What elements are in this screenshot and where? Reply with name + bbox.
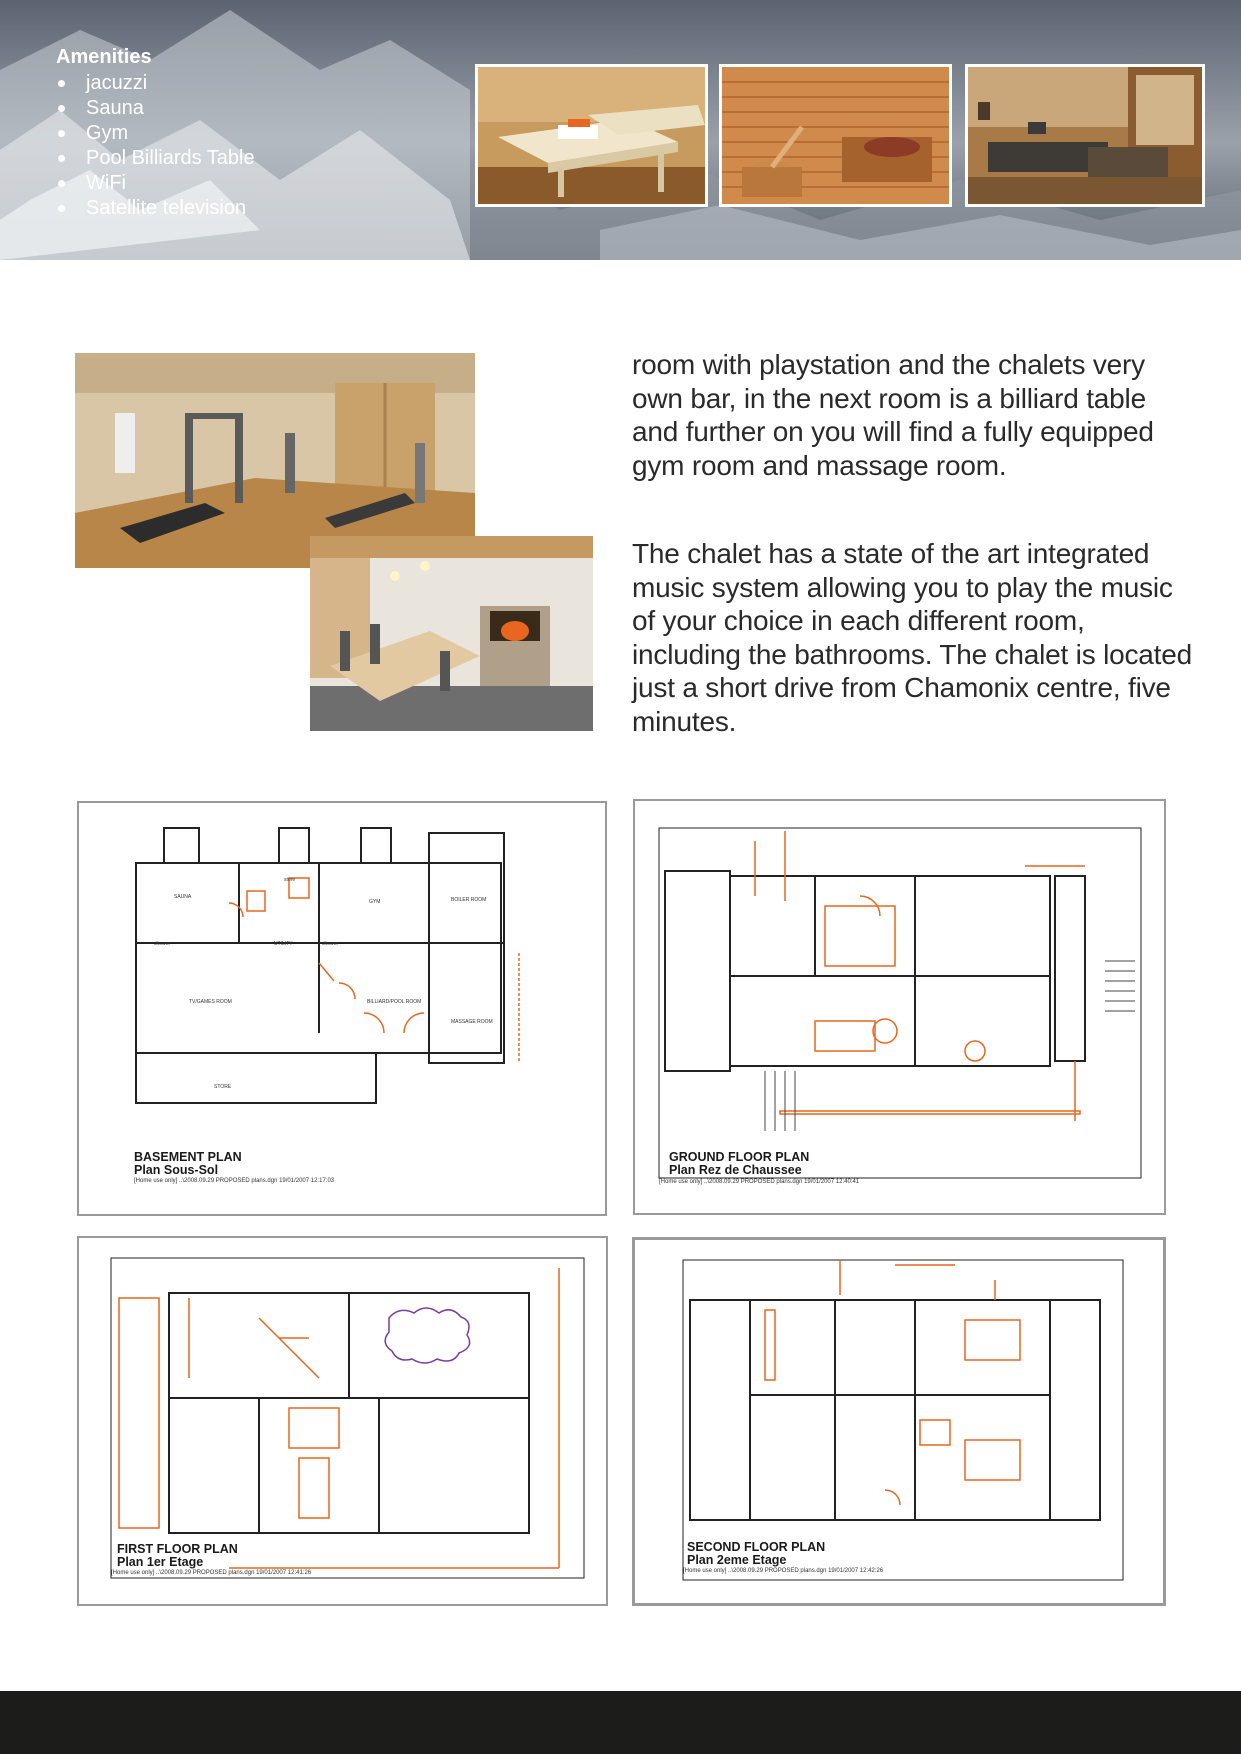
amenity-item: Gym — [56, 121, 255, 146]
dining-room-photo — [310, 536, 593, 731]
massage-room-photo — [475, 64, 708, 207]
amenity-item: Pool Billiards Table — [56, 146, 255, 171]
room-label-billiard: BILLIARD/POOL ROOM — [367, 999, 422, 1005]
amenity-item: Sauna — [56, 96, 255, 121]
plan-reference: [Home use only] ..\2008.09.29 PROPOSED plans.dgn 19/01/2007 12:40:41 — [659, 1179, 860, 1185]
lounge-bar-photo — [965, 64, 1205, 207]
body-paragraph-2: The chalet has a state of the art integrated music system allowing you to play the music of your choice in each different room, including the bathrooms. The chalet is located just a short drive from Chamonix centre, five minutes. — [632, 538, 1192, 737]
plan-title-text: SECOND FLOOR PLAN — [687, 1540, 826, 1554]
ground-floor-plan — [633, 799, 1166, 1215]
massage-room-photo-icon — [478, 67, 705, 204]
room-label-massage: MASSAGE ROOM — [451, 1019, 493, 1025]
room-label-tv-games: TV/GAMES ROOM — [189, 999, 232, 1005]
plan-subtitle: Plan Rez de Chaussee — [669, 1163, 802, 1177]
dining-room-photo-icon — [310, 536, 593, 731]
plan-title-text: FIRST FLOOR PLAN — [117, 1542, 238, 1556]
plan-title-text: BASEMENT PLAN — [134, 1150, 242, 1164]
room-label-store-small: store — [284, 877, 296, 883]
room-label-store: STORE — [214, 1084, 232, 1090]
amenity-item: Satellite television — [56, 196, 255, 221]
second-floor-plan — [632, 1237, 1166, 1606]
basement-plan — [77, 801, 607, 1216]
plan-subtitle: Plan 1er Etage — [117, 1555, 204, 1569]
lounge-bar-photo-icon — [968, 67, 1202, 204]
plan-reference: [Home use only] ..\2008.09.29 PROPOSED plans.dgn 19/01/2007 12:41:26 — [111, 1570, 312, 1576]
header-banner — [0, 0, 1241, 260]
plan-title-text: GROUND FLOOR PLAN — [669, 1150, 810, 1164]
plan-reference: [Home use only] ..\2008.09.29 PROPOSED plans.dgn 19/01/2007 12:42:26 — [683, 1568, 884, 1574]
amenities-title: Amenities — [56, 46, 152, 68]
plan-title — [117, 1543, 238, 1569]
sauna-photo — [719, 64, 952, 207]
plan-title — [669, 1151, 809, 1177]
amenity-item: WiFi — [56, 171, 255, 196]
plan-title — [134, 1151, 242, 1177]
room-label-shower: shower — [322, 941, 339, 947]
plan-subtitle: Plan 2eme Etage — [687, 1553, 787, 1567]
amenity-item: jacuzzi — [56, 71, 255, 96]
plan-reference: [Home use only] ..\2008.09.29 PROPOSED plans.dgn 19/01/2007 12:17:03 — [134, 1178, 335, 1184]
footer-bar — [0, 1691, 1241, 1754]
room-label-gym: GYM — [369, 899, 381, 905]
room-label-boiler: BOILER ROOM — [451, 897, 487, 903]
first-floor-plan — [77, 1236, 608, 1606]
room-label-sauna: SAUNA — [174, 894, 192, 900]
plan-title — [687, 1541, 825, 1567]
body-paragraph-1: room with playstation and the chalets very own bar, in the next room is a billiard table and further on you will find a fully equipped gym room and massage room. — [632, 349, 1154, 481]
room-label-utility: UTILITY — [274, 941, 293, 947]
room-label-shower: shower — [154, 941, 171, 947]
sauna-photo-icon — [722, 67, 949, 204]
amenities-list — [56, 46, 255, 221]
plan-subtitle: Plan Sous-Sol — [134, 1163, 219, 1177]
